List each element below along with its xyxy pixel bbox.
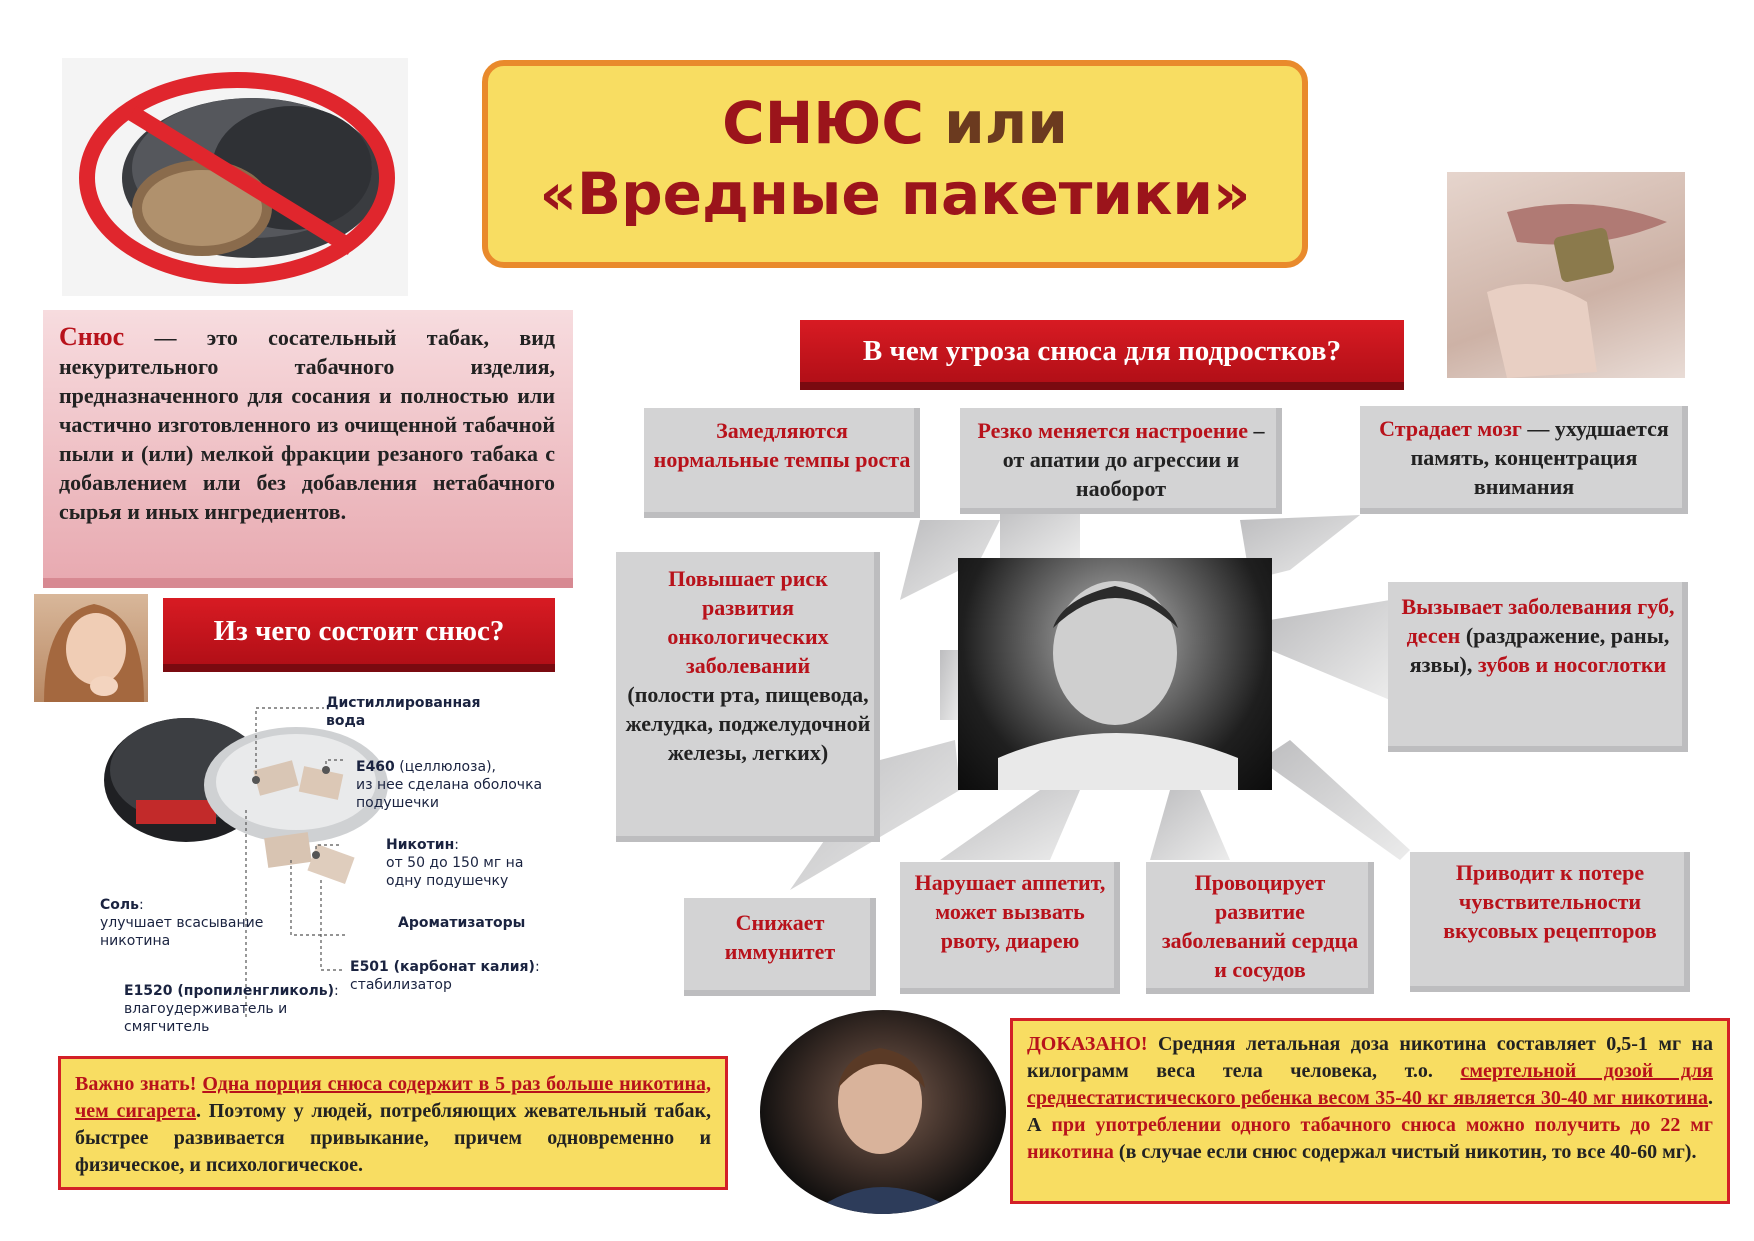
card-taste-text: Приводит к потере чувствительности вкусовых рецепторов: [1443, 860, 1657, 943]
ing-water: [326, 694, 506, 730]
card-cancer-red: Повышает риск развития онкологических заболеваний: [667, 566, 829, 678]
proven-box: [1010, 1018, 1730, 1204]
ing-e1520-bold: Е1520 (пропиленгликоль): [124, 983, 335, 999]
ing-nicotine-bold: Никотин: [386, 837, 455, 853]
threat-card-mood: [960, 408, 1282, 514]
ing-e1520-desc: влагоудерживатель и смягчитель: [124, 1001, 288, 1035]
card-mood-red: Резко меняется настроение: [977, 418, 1249, 443]
ing-salt-bold: Соль: [100, 897, 139, 913]
teen-center-photo: [958, 558, 1272, 790]
thinking-teen-photo: [760, 1010, 1006, 1214]
proven-part2: смертельной дозой для среднестатистического ребенка весом 35-40 кг является 30-40 мг никотина: [1027, 1060, 1713, 1109]
important-box: [58, 1056, 728, 1190]
thinking-teen-icon: [760, 1010, 1006, 1214]
ing-e501-bold: Е501 (карбонат калия): [350, 959, 535, 975]
card-gums-dark: (раздражение, раны, язвы),: [1409, 623, 1670, 677]
composition-heading: Из чего состоит снюс?: [163, 598, 555, 664]
proven-part5: (в случае если снюс содержал чистый никотин, то все 40-60 мг).: [1113, 1141, 1697, 1163]
ing-water-label: Дистиллированная вода: [326, 695, 481, 729]
girl-photo: [34, 594, 148, 702]
card-brain-red: Страдает мозг: [1379, 416, 1522, 441]
card-cancer-dark: (полости рта, пищевода, желудка, поджелудочной железы, легких): [625, 682, 871, 765]
ing-nicotine-desc: от 50 до 150 мг на одну подушечку: [386, 855, 524, 889]
ing-e460-bold: Е460: [356, 759, 395, 775]
title-line2: «Вредные пакетики»: [539, 160, 1251, 228]
definition-term: Снюс: [59, 322, 125, 351]
can-label-icon: [136, 800, 216, 824]
ing-e501-desc: стабилизатор: [350, 977, 452, 993]
proven-part4: при употреблении одного табачного снюса можно получить до 22 мг никотина: [1027, 1114, 1713, 1163]
ing-flavors: [398, 914, 558, 932]
threat-heading: В чем угроза снюса для подростков?: [800, 320, 1404, 382]
ing-e501: Е501 (карбонат калия): стабилизатор: [350, 959, 540, 993]
proven-part3: . А: [1027, 1087, 1713, 1136]
ing-e1520: Е1520 (пропиленгликоль): влагоудерживатель и смягчитель: [124, 983, 339, 1035]
threat-card-gums: [1388, 582, 1688, 752]
card-brain-dark: — ухудшается память, концентрация внимания: [1410, 416, 1669, 499]
ing-salt: Соль: улучшает всасывание никотина: [100, 897, 264, 949]
threat-card-heart: [1146, 862, 1374, 994]
card-gums-red2: зубов и носоглотки: [1477, 652, 1667, 677]
title-snus: СНЮС: [722, 89, 924, 157]
threat-card-appetite: [900, 862, 1120, 994]
threat-card-taste: [1410, 852, 1690, 992]
important-underlined: Одна порция снюса содержит в 5 раз больше никотина, чем сигарета: [75, 1073, 712, 1122]
ing-nicotine: Никотин: от 50 до 150 мг на одну подушечку: [386, 837, 524, 889]
teen-portrait-icon: [958, 558, 1272, 790]
proven-part1: Средняя летальная доза никотина составляет 0,5-1 мг на килограмм веса тела человека, т.о.: [1027, 1033, 1713, 1082]
title-or: или: [944, 89, 1068, 157]
ing-e460-rest: (целлюлоза),: [399, 759, 496, 775]
card-heart-text: Провоцирует развитие заболеваний сердца и сосудов: [1161, 870, 1359, 982]
important-rest: . Поэтому у людей, потребляющих жевательный табак, быстрее развивается привыкание, причем одновременно и физическое, и психологическое.: [75, 1100, 711, 1176]
ing-e460: [356, 758, 546, 812]
threat-card-immunity: [684, 898, 876, 996]
ing-e460-desc: из нее сделана оболочка подушечки: [356, 777, 543, 811]
girl-portrait-icon: [34, 594, 148, 702]
threat-card-brain: [1360, 406, 1688, 514]
card-growth-text: Замедляются нормальные темпы роста: [653, 418, 911, 472]
proven-lead: ДОКАЗАНО!: [1027, 1033, 1148, 1055]
definition-body: — это сосательный табак, вид некурительного табачного изделия, предназначенного для сосания и полностью или частично изготовленного из очищенной табачной пыли и (или) мелкой фракции резаного табака с добавлением или без добавления нетабачного сырья и иных ингредиентов.: [59, 325, 555, 524]
card-gums-red1: Вызывает заболевания губ, десен: [1401, 594, 1675, 648]
important-lead: Важно знать!: [75, 1073, 197, 1095]
threat-card-cancer: [616, 552, 880, 842]
card-mood-dark: – от апатии до агрессии и наоборот: [1002, 418, 1265, 501]
ing-salt-desc: улучшает всасывание никотина: [100, 915, 264, 949]
card-appetite-text: Нарушает аппетит, может вызвать рвоту, диарею: [914, 870, 1106, 953]
threat-card-growth: [644, 408, 920, 518]
ing-flavors-label: Ароматизаторы: [398, 915, 526, 931]
card-immunity-text: Снижает иммунитет: [724, 910, 836, 964]
